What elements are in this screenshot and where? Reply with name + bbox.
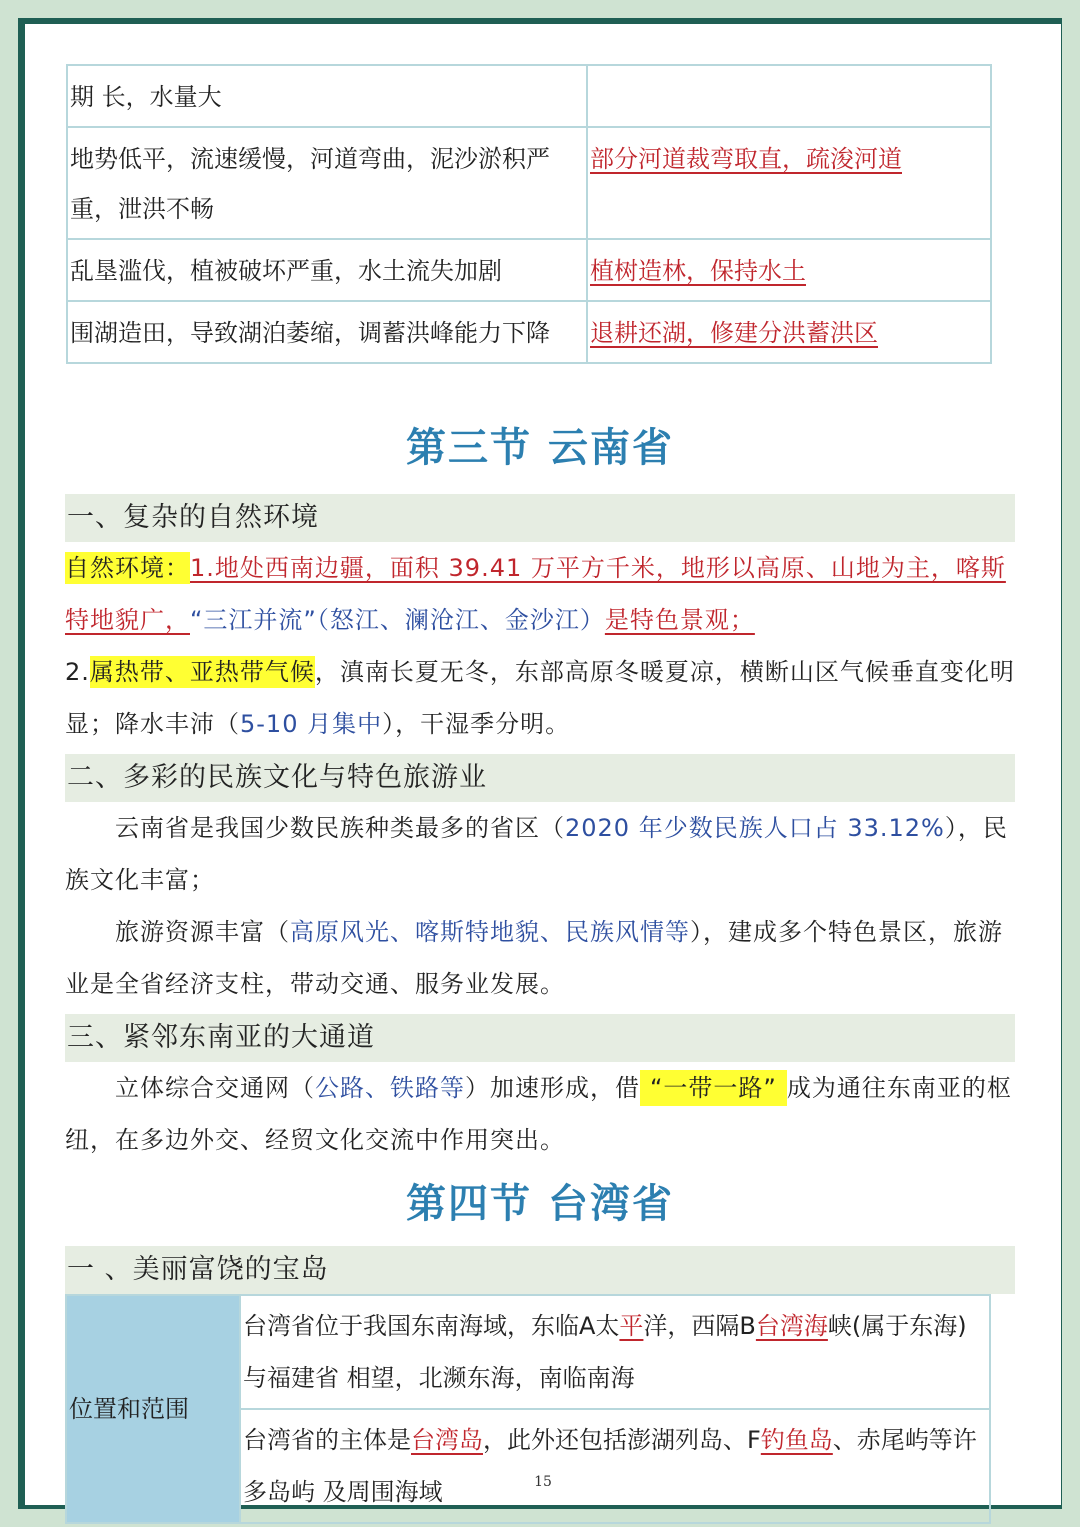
- highlight-label: 自然环境：: [65, 554, 190, 582]
- paragraph-tourism: 旅游资源丰富（高原风光、喀斯特地貌、民族风情等），建成多个特色景区，旅游业是全省经济支柱，带动交通、服务业发展。: [65, 918, 1003, 998]
- highlight-climate: 属热带、亚热带气候: [89, 658, 315, 686]
- location-cell: 台湾省位于我国东南海域，东临A太平洋，西隔B台湾海峡(属于东海)与福建省 相望，北濒东海，南临南海: [240, 1295, 990, 1409]
- table-row: [67, 301, 991, 363]
- document-page: [25, 24, 1061, 1505]
- measure-cell: [587, 65, 991, 127]
- heading-southeast-asia-channel: 三、紧邻东南亚的大通道: [65, 1014, 1015, 1062]
- paragraph-climate: 2.属热带、亚热带气候，滇南长夏无冬，东部高原冬暖夏凉，横断山区气候垂直变化明显；降水丰沛（5-10 月集中），干湿季分明。: [65, 658, 1015, 738]
- blue-text: 公路、铁路等: [315, 1074, 465, 1102]
- blue-text: 5-10 月集中: [240, 710, 383, 738]
- measure-cell: 部分河道裁弯取直，疏浚河道: [587, 127, 991, 239]
- paragraph-natural-environment: [65, 542, 1015, 646]
- scope-cell: 台湾省的主体是台湾岛，此外还包括澎湖列岛、F钓鱼岛、赤尾屿等许多岛屿 及周围海域: [240, 1409, 990, 1523]
- measure-cell: 植树造林，保持水土: [587, 239, 991, 301]
- table-row: [67, 65, 991, 127]
- heading-natural-environment: 一、复杂的自然环境: [65, 494, 1015, 542]
- blue-text: ）: [579, 606, 605, 634]
- cause-cell: 期 长，水量大: [67, 65, 587, 127]
- location-label-cell: 位置和范围: [66, 1295, 240, 1523]
- paragraph-transport: 立体综合交通网（公路、铁路等）加速形成，借 “一带一路” 成为通往东南亚的枢纽，在多边外交、经贸文化交流中作用突出。: [65, 1062, 1015, 1166]
- paragraph-ethnic-groups: 云南省是我国少数民族种类最多的省区（2020 年少数民族人口占 33.12%），民族文化丰富；: [65, 814, 1008, 894]
- section-title-yunnan: 第三节 云南省: [406, 424, 674, 471]
- page-number: 15: [534, 1474, 552, 1490]
- cause-cell: 乱垦滥伐，植被破坏严重，水土流失加剧: [67, 239, 587, 301]
- section-title-taiwan: 第四节 台湾省: [406, 1180, 674, 1227]
- red-text: 1.地处西南边疆，面积 39.41 万平方千米，地形以高原、山地为主，喀斯特地貌广，: [65, 554, 1006, 634]
- cause-cell: 围湖造田，导致湖泊萎缩，调蓄洪峰能力下降: [67, 301, 587, 363]
- blue-text: 高原风光、喀斯特地貌、民族风情等: [290, 918, 690, 946]
- cause-cell: 地势低平，流速缓慢，河道弯曲，泥沙淤积严重，泄洪不畅: [67, 127, 587, 239]
- measure-cell: 退耕还湖，修建分洪蓄洪区: [587, 301, 991, 363]
- blue-text: 怒江、澜沧江、金沙江: [329, 606, 580, 634]
- flood-causes-table: [66, 64, 992, 364]
- heading-treasure-island: 一 、美丽富饶的宝岛: [65, 1246, 1015, 1294]
- red-text: 是特色景观；: [604, 606, 755, 634]
- heading-ethnic-culture: 二、多彩的民族文化与特色旅游业: [65, 754, 1015, 802]
- table-row: [67, 239, 991, 301]
- highlight-belt-road: “一带一路”: [640, 1070, 787, 1106]
- table-row: [67, 127, 991, 239]
- table-row: [66, 1295, 990, 1409]
- blue-text: 2020 年少数民族人口占 33.12%: [565, 814, 945, 842]
- blue-text: “三江并流”（: [190, 606, 330, 634]
- page-content: [65, 64, 1015, 1524]
